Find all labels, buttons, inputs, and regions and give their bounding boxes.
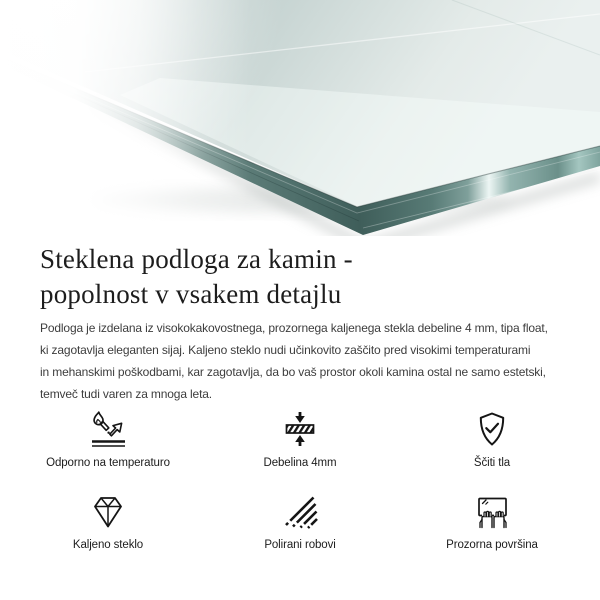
feature-item-transparent-surface bbox=[396, 491, 588, 551]
description-line: ki zagotavlja eleganten sijaj. Kaljeno steklo nudi učinkovito zaščito pred visokimi temperaturami bbox=[40, 343, 531, 357]
description-line: temveč tudi varen za mnoga leta. bbox=[40, 387, 212, 401]
diamond-icon bbox=[88, 491, 128, 531]
page-title-line-1: Steklena podloga za kamin - bbox=[40, 244, 353, 274]
page-title-line-2: popolnost v vsakem detajlu bbox=[40, 279, 342, 309]
feature-label: Kaljeno steklo bbox=[72, 539, 144, 551]
feature-item-thickness bbox=[204, 409, 396, 469]
features-grid bbox=[12, 409, 588, 551]
feature-label: Polirani robovi bbox=[264, 539, 336, 551]
feature-label: Debelina 4mm bbox=[263, 457, 337, 469]
feature-label: Odporno na temperaturo bbox=[46, 457, 170, 469]
thickness-4mm-icon bbox=[280, 409, 320, 449]
feature-item-tempered-glass bbox=[12, 491, 204, 551]
feature-item-temperature bbox=[12, 409, 204, 469]
hands-on-glass-icon bbox=[472, 491, 512, 531]
feature-item-protects-floor bbox=[396, 409, 588, 469]
description-line: Podloga je izdelana iz visokokakovostnega, prozornega kaljenega stekla debeline 4 mm, tipa float, bbox=[40, 321, 548, 335]
description-line: in mehanskimi poškodbami, kar zagotavlja, da bo vaš prostor okoli kamina ostal ne samo estetski, bbox=[40, 365, 546, 379]
temperature-resistant-icon bbox=[88, 409, 128, 449]
page-title bbox=[40, 242, 560, 312]
feature-label: Ščiti tla bbox=[473, 457, 511, 469]
product-description bbox=[40, 317, 560, 405]
feature-item-polished-edges bbox=[204, 491, 396, 551]
glass-panel-illustration bbox=[0, 0, 600, 236]
shield-check-icon bbox=[472, 409, 512, 449]
hero-image-glass-panel bbox=[0, 0, 600, 236]
product-section bbox=[0, 242, 600, 551]
white-fade-topleft bbox=[0, 0, 340, 180]
feature-label: Prozorna površina bbox=[446, 539, 538, 551]
polished-edges-icon bbox=[280, 491, 320, 531]
